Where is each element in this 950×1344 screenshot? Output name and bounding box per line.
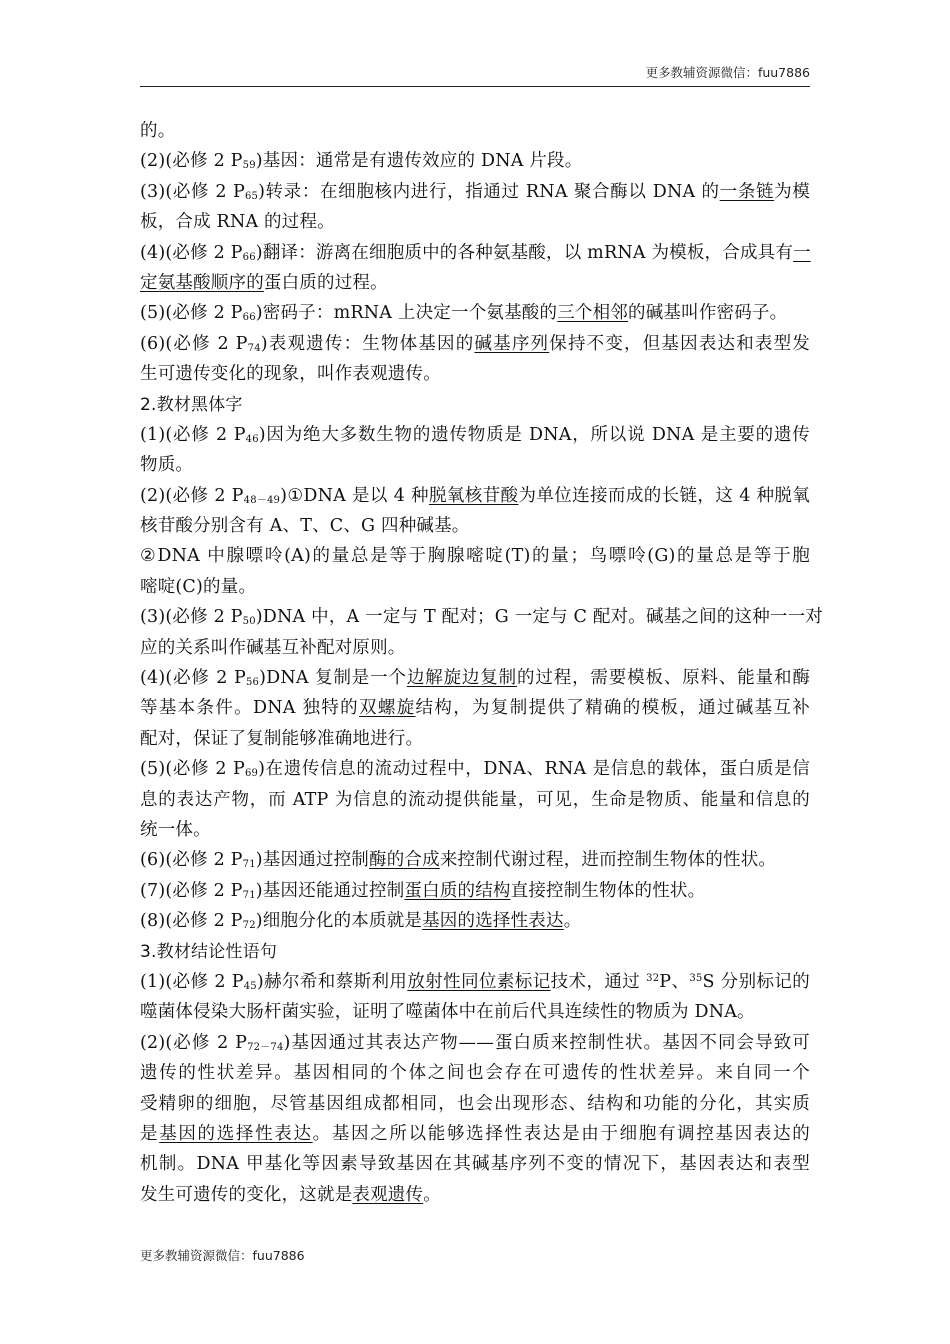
text-run: 技术，通过 [550, 971, 647, 992]
underlined-term: 表观遗传 [352, 1184, 424, 1205]
page-subscript: 48－49 [243, 494, 281, 506]
page-subscript: 72 [242, 920, 256, 932]
text-run: 保持不变，但基因表达和表型发 [549, 333, 810, 354]
text-run: 来控制代谢过程，进而控制生物体的性状。 [439, 850, 777, 871]
text-run: 息的表达产物，而 ATP 为信息的流动提供能量，可见，生命是物质、能量和信息的 [140, 789, 810, 810]
text-run: )转录：在细胞核内进行，指通过 RNA 聚合酶以 DNA 的 [258, 181, 720, 202]
text-line [140, 997, 810, 1027]
page-subscript: 72－74 [247, 1041, 284, 1053]
text-run: 的碱基叫作密码子。 [628, 303, 788, 324]
underlined-term: 放射性同位素标记 [407, 971, 551, 992]
text-run: (2)(必修 2 P [140, 485, 244, 506]
underlined-term: 蛋白质的结构 [404, 880, 511, 901]
text-line [140, 329, 810, 359]
text-run: )①DNA 是以 4 种 [280, 485, 429, 506]
text-run: 。 [423, 1184, 441, 1205]
text-run: (5)(必修 2 P [140, 759, 245, 780]
text-run: 统一体。 [140, 819, 211, 840]
text-line [140, 1058, 810, 1088]
text-line [140, 1089, 810, 1119]
text-line [140, 785, 810, 815]
text-run: (4)(必修 2 P [140, 242, 243, 263]
underlined-term: 双螺旋 [359, 698, 416, 719]
page-subscript: 56 [245, 677, 260, 689]
text-run: (3)(必修 2 P [140, 607, 243, 628]
section-heading [140, 937, 810, 967]
page-subscript: 45 [243, 980, 257, 992]
text-line [140, 967, 810, 997]
text-line [140, 298, 810, 328]
underlined-term: 三个相邻 [557, 303, 629, 324]
text-run: 生可遗传变化的现象，叫作表观遗传。 [140, 364, 441, 385]
text-run: 。基因之所以能够选择性表达是由于细胞有调控基因表达的 [312, 1123, 810, 1144]
text-run: (1)(必修 2 P [140, 971, 244, 992]
text-run: P、 [659, 971, 690, 992]
text-line [140, 177, 810, 207]
text-run: )因为绝大多数生物的遗传物质是 DNA，所以说 DNA 是主要的遗传 [258, 424, 810, 445]
text-run: 等基本条件。DNA 独特的 [140, 698, 360, 719]
text-line [140, 116, 810, 146]
text-run: 的。 [140, 121, 176, 141]
text-line [140, 815, 810, 845]
isotope-superscript: 35 [689, 972, 703, 984]
text-line [140, 876, 810, 906]
text-run: 物质。 [140, 455, 194, 476]
text-run: 是 [140, 1123, 160, 1144]
text-run: 配对，保证了复制能够准确地进行。 [140, 728, 424, 749]
text-run: )细胞分化的本质就是 [255, 911, 423, 932]
page-subscript: 65 [244, 190, 259, 202]
underlined-term: 一 [793, 242, 811, 263]
text-run: 结构，为复制提供了精确的模板，通过碱基互补 [415, 698, 810, 719]
page-subscript: 66 [242, 251, 256, 263]
page-subscript: 74 [247, 342, 261, 354]
text-run: 遗传的性状差异。基因相同的个体之间也会存在可遗传的性状差异。来自同一个 [140, 1063, 810, 1084]
text-run: 机制。DNA 甲基化等因素导致基因在其碱基序列不变的情况下，基因表达和表型 [140, 1154, 810, 1175]
text-run: 的过程，需要模板、原料、能量和酶 [517, 668, 811, 689]
text-run: (2)(必修 2 P [140, 151, 243, 172]
text-run: (6)(必修 2 P [140, 333, 248, 354]
underlined-term: 一条链 [719, 181, 775, 202]
text-run: )表观遗传：生物体基因的 [260, 333, 475, 354]
underlined-term: 基因的选择性表达 [422, 911, 564, 932]
text-line [140, 572, 810, 602]
text-run: (5)(必修 2 P [140, 303, 243, 324]
text-run: )基因通过控制 [255, 850, 370, 871]
text-run: 板，合成 RNA 的过程。 [140, 212, 335, 233]
text-line [140, 511, 810, 541]
text-run: 3.教材结论性语句 [140, 941, 278, 962]
document-body [140, 116, 824, 1210]
page-header [140, 63, 810, 83]
text-line [140, 1180, 810, 1210]
text-run: )密码子：mRNA 上决定一个氨基酸的 [255, 303, 558, 324]
text-run: 为模 [774, 181, 810, 202]
text-line [140, 1149, 810, 1179]
text-run: 蛋白质的过程。 [263, 272, 388, 293]
text-line [140, 1028, 810, 1058]
text-line [140, 541, 810, 571]
page-subscript: 59 [242, 160, 256, 172]
underlined-term: 脱氧核苷酸 [428, 485, 519, 506]
text-line [140, 633, 810, 663]
text-line [140, 845, 810, 875]
underlined-term: 酶的合成 [369, 850, 440, 871]
page-subscript: 46 [245, 433, 259, 445]
text-run: )赫尔希和蔡斯利用 [256, 971, 408, 992]
underlined-term: 边解旋边复制 [406, 668, 517, 689]
text-run: 核苷酸分别含有 A、T、C、G 四种碱基。 [140, 516, 470, 537]
text-run: 。 [563, 911, 582, 932]
text-line [140, 420, 810, 450]
text-run: 直接控制生物体的性状。 [510, 880, 706, 901]
page-subscript: 71 [242, 889, 256, 901]
isotope-superscript: 32 [646, 972, 660, 984]
text-run: 噬菌体侵染大肠杆菌实验，证明了噬菌体中在前后代具连续性的物质为 DNA。 [140, 1002, 755, 1023]
text-run: 为单位连接而成的长链，这 4 种脱氧 [518, 485, 810, 506]
page-subscript: 71 [242, 859, 256, 871]
text-run: 嘧啶(C)的量。 [140, 576, 257, 597]
text-run: (3)(必修 2 P [140, 181, 245, 202]
text-run: (8)(必修 2 P [140, 911, 243, 932]
text-line [140, 906, 810, 936]
text-run: )在遗传信息的流动过程中，DNA、RNA 是信息的载体，蛋白质是信 [258, 759, 810, 780]
section-heading [140, 390, 810, 420]
page-subscript: 50 [242, 616, 256, 628]
underlined-term: 基因的选择性表达 [159, 1123, 313, 1144]
text-line [140, 1119, 810, 1149]
underlined-term: 定氨基酸顺序的 [140, 272, 264, 293]
text-run: S 分别标记的 [702, 971, 810, 992]
text-run: 发生可遗传的变化，这就是 [140, 1184, 353, 1205]
text-line [140, 724, 810, 754]
page-subscript: 69 [244, 768, 259, 780]
underlined-term: 碱基序列 [474, 333, 550, 354]
text-run: (2)(必修 2 P [140, 1032, 248, 1053]
header-divider [140, 86, 810, 87]
text-run: 应的关系叫作碱基互补配对原则。 [140, 637, 406, 658]
text-line [140, 754, 810, 784]
text-run: 受精卵的细胞，尽管基因组成都相同，也会出现形态、结构和功能的分化，其实质 [140, 1093, 810, 1114]
text-line [140, 481, 810, 511]
text-run: (4)(必修 2 P [140, 668, 246, 689]
text-line [140, 238, 810, 268]
text-run: )DNA 中，A 一定与 T 配对；G 一定与 C 配对。碱基之间的这种一一对 [255, 607, 824, 628]
text-run: )基因：通常是有遗传效应的 DNA 片段。 [255, 151, 583, 172]
text-line [140, 146, 810, 176]
text-run: (6)(必修 2 P [140, 850, 243, 871]
text-line [140, 602, 824, 632]
text-line [140, 450, 810, 480]
text-run: (1)(必修 2 P [140, 424, 246, 445]
text-line [140, 268, 810, 298]
header-text: 更多教辅资源微信：fuu7886 [645, 65, 810, 80]
text-run: )基因还能通过控制 [255, 880, 405, 901]
text-run: )翻译：游离在细胞质中的各种氨基酸，以 mRNA 为模板，合成具有 [255, 242, 794, 263]
text-run: 2.教材黑体字 [140, 394, 243, 415]
page-footer: 更多教辅资源微信：fuu7886 [140, 1248, 305, 1263]
text-line [140, 207, 810, 237]
text-line [140, 663, 810, 693]
text-run: )基因通过其表达产物——蛋白质来控制性状。基因不同会导致可 [283, 1032, 810, 1053]
text-line [140, 359, 810, 389]
text-line [140, 693, 810, 723]
text-run: )DNA 复制是一个 [259, 668, 407, 689]
text-run: (7)(必修 2 P [140, 880, 243, 901]
page-subscript: 66 [242, 312, 256, 324]
text-run: ②DNA 中腺嘌呤(A)的量总是等于胸腺嘧啶(T)的量；鸟嘌呤(G)的量总是等于胞 [140, 546, 810, 567]
